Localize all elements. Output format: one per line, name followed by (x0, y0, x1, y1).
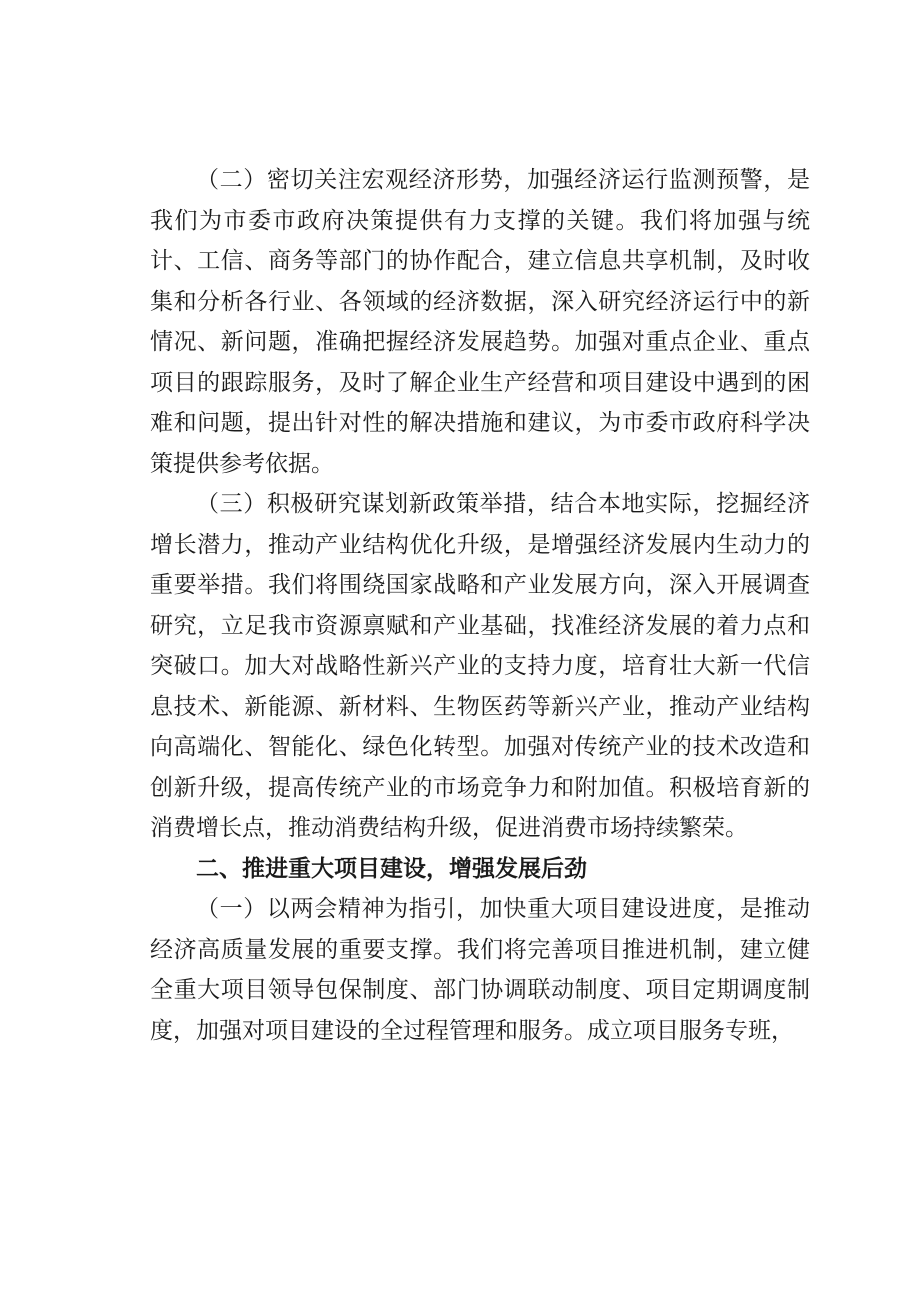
paragraph-project-construction: （一）以两会精神为指引，加快重大项目建设进度，是推动经济高质量发展的重要支撑。我们将完善项目推进机制，建立健全重大项目领导包保制度、部门协调联动制度、项目定期调度制度，加强对项目建设的全过程管理和服务。成立项目服务专班， (150, 896, 810, 1044)
paragraph-economic-monitoring: （二）密切关注宏观经济形势，加强经济运行监测预警，是我们为市委市政府决策提供有力支撑的关键。我们将加强与统计、工信、商务等部门的协作配合，建立信息共享机制，及时收集和分析各行业、各领域的经济数据，深入研究经济运行中的新情况、新问题，准确把握经济发展趋势。加强对重点企业、重点项目的跟踪服务，及时了解企业生产经营和项目建设中遇到的困难和问题，提出针对性的解决措施和建议，为市委市政府科学决策提供参考依据。 (150, 167, 810, 477)
paragraph-new-policy-measures: （三）积极研究谋划新政策举措，结合本地实际，挖掘经济增长潜力，推动产业结构优化升级，是增强经济发展内生动力的重要举措。我们将围绕国家战略和产业发展方向，深入开展调查研究，立足我市资源禀赋和产业基础，找准经济发展的着力点和突破口。加大对战略性新兴产业的支持力度，培育壮大新一代信息技术、新能源、新材料、生物医药等新兴产业，推动产业结构向高端化、智能化、绿色化转型。加强对传统产业的技术改造和创新升级，提高传统产业的市场竞争力和附加值。积极培育新的消费增长点，推动消费结构升级，促进消费市场持续繁荣。 (150, 491, 810, 841)
document-body (150, 160, 810, 1051)
section-heading-major-projects: 二、推进重大项目建设，增强发展后劲 (196, 855, 587, 882)
